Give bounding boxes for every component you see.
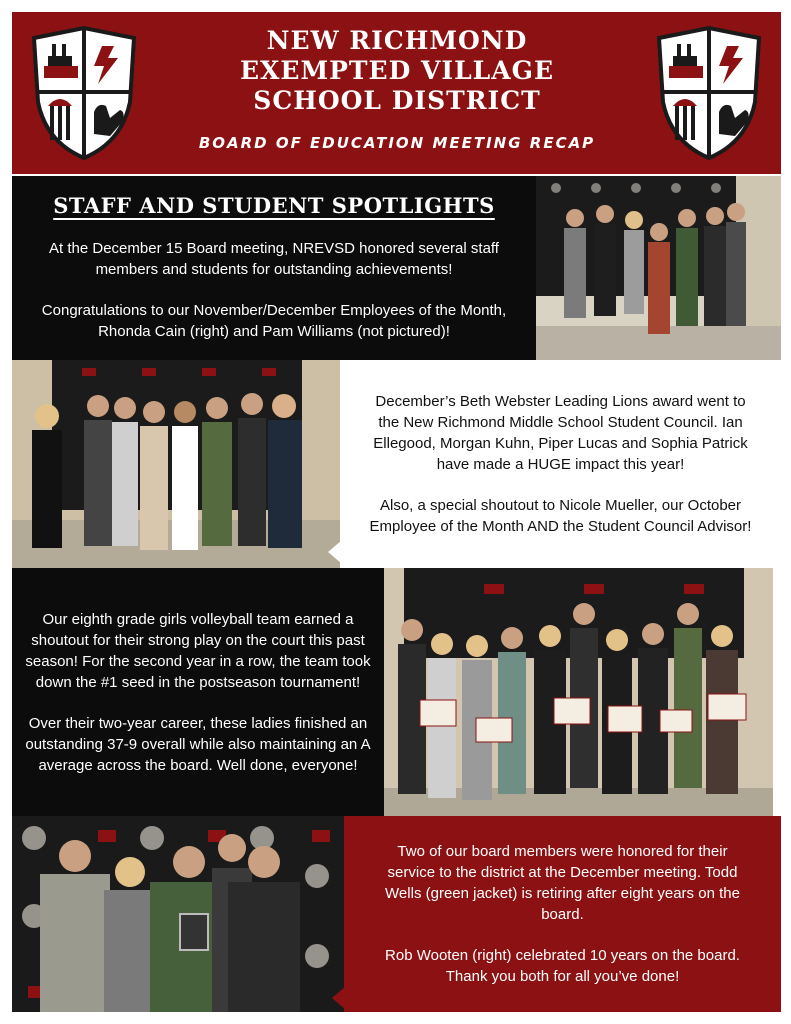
section-heading: STAFF AND STUDENT SPOTLIGHTS xyxy=(53,192,495,218)
header-banner xyxy=(12,12,781,174)
district-title xyxy=(162,26,632,116)
torch-icon xyxy=(48,99,72,140)
volleyball-team-photo xyxy=(384,568,773,816)
spotlight-paragraph-2: Congratulations to our November/December Employees of the Month, Rhonda Cain (right) and Pam Williams (not pictured)! xyxy=(41,301,507,340)
torch-icon xyxy=(673,99,697,140)
volleyball-panel xyxy=(12,568,384,816)
board-members-photo xyxy=(12,816,344,1012)
board-members-panel xyxy=(344,816,781,1012)
district-crest-icon xyxy=(651,22,767,164)
volleyball-paragraph-2: Over their two-year career, these ladies finished an outstanding 37-9 overall while also maintaining an A average across the board. Well done, everyone! xyxy=(25,714,371,774)
student-council-photo xyxy=(12,360,340,568)
spotlight-paragraph-1: At the December 15 Board meeting, NREVSD honored several staff members and students for outstanding achievements! xyxy=(49,239,499,278)
leading-lions-paragraph-1: December’s Beth Webster Leading Lions award went to the New Richmond Middle School Student Council. Ian Ellegood, Morgan Kuhn, Piper Lucas and Sophia Patrick have made a HUGE impact this year! xyxy=(373,393,748,473)
leading-lions-panel xyxy=(340,360,781,568)
leading-lions-paragraph-2: Also, a special shoutout to Nicole Mueller, our October Employee of the Month AND the Student Council Advisor! xyxy=(369,497,752,535)
board-members-paragraph-2: Rob Wooten (right) celebrated 10 years on the board. Thank you both for all you’ve done! xyxy=(385,947,740,985)
title-line-2: EXEMPTED VILLAGE xyxy=(239,56,555,85)
employees-of-month-photo xyxy=(536,176,781,360)
district-crest-icon xyxy=(26,22,142,164)
board-members-paragraph-1: Two of our board members were honored for their service to the district at the December meeting. Todd Wells (green jacket) is retiring after eight years on the board. xyxy=(385,843,740,923)
volleyball-paragraph-1: Our eighth grade girls volleyball team earned a shoutout for their strong play on the court this past season! For the second year in a row, the team took down the #1 seed in the postseason tournament! xyxy=(25,610,371,691)
spotlight-panel xyxy=(12,176,536,360)
title-line-1: NEW RICHMOND xyxy=(266,26,528,55)
title-line-3: SCHOOL DISTRICT xyxy=(253,86,541,115)
meeting-recap-subtitle: BOARD OF EDUCATION MEETING RECAP xyxy=(198,134,596,152)
